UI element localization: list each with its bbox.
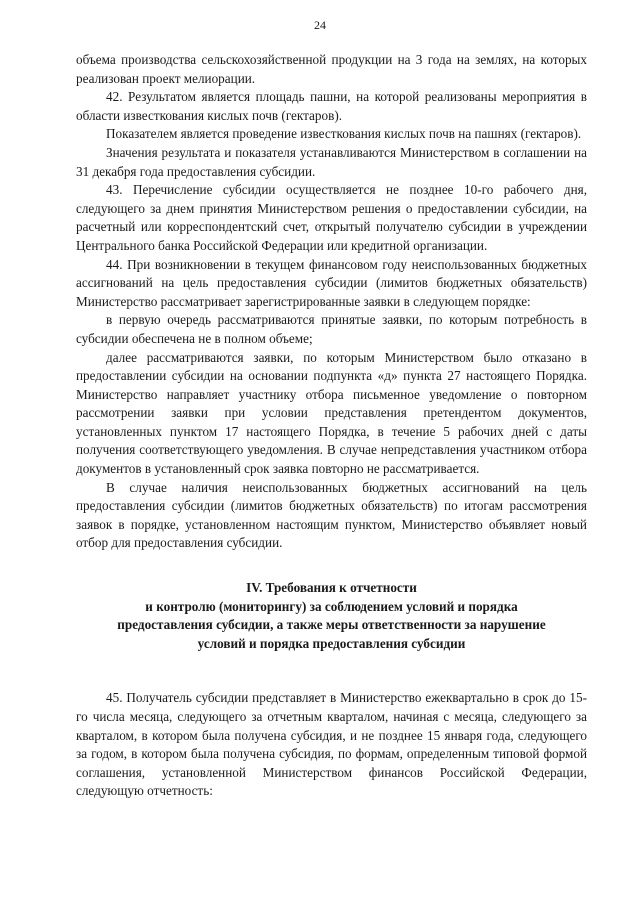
paragraph-continuation: объема производства сельскохозяйственной продукции на 3 года на землях, на которых реализован проект мелиорации.	[76, 52, 587, 86]
paragraph-second-priority: далее рассматриваются заявки, по которым Министерством было отказано в предоставлении субсидии на основании подпункта «д» пункта 27 настоящего Порядка. Министерство направляет участнику отбора письменное уведомление о повторном рассмотрении заявки при условии представления претендентом документов, установленных пунктом 17 настоящего Порядка, в течение 5 рабочих дней с даты получения соответствующего уведомления. В случае непредставления участником отбора документов в установленный срок заявка повторно не рассматривается.	[76, 349, 587, 477]
section-title-line: IV. Требования к отчетности	[246, 580, 417, 596]
paragraph-indicator: Показателем является проведение известкования кислых почв на пашнях (гектаров).	[106, 126, 582, 142]
paragraph-43: 43. Перечисление субсидии осуществляется не позднее 10-го рабочего дня, следующего за днем принятия Министерством решения о предоставлении субсидии, на расчетный или корреспондентский счет, открытый получателю субсидии в учреждении Центрального банка Российской Федерации или кредитной организации.	[76, 182, 587, 253]
paragraph-first-priority: в первую очередь рассматриваются принятые заявки, по которым потребность в субсидии обеспечена не в полном объеме;	[76, 312, 587, 346]
paragraph-new-selection: В случае наличия неиспользованных бюджетных ассигнований на цель предоставления субсидии (лимитов бюджетных обязательств) по итогам рассмотрения заявок в порядке, установленном настоящим пунктом, Министерство объявляет новый отбор для предоставления субсидии.	[76, 479, 587, 551]
document-body	[76, 51, 587, 801]
paragraph-45: 45. Получатель субсидии представляет в Министерство ежеквартально в срок до 15-го числа месяца, следующего за отчетным кварталом, начиная с месяца, следующего за кварталом, в котором была получена субсидия, и не позднее 15 января года, следующего за годом, в котором была получена субсидия, по формам, определенным типовой формой соглашения, установленной Министерством финансов Российской Федерации, следующую отчетность:	[76, 690, 587, 799]
paragraph-44: 44. При возникновении в текущем финансовом году неиспользованных бюджетных ассигнований на цель предоставления субсидии (лимитов бюджетных обязательств) Министерство рассматривает зарегистрированные заявки в следующем порядке:	[76, 256, 587, 309]
section-title-line: и контролю (мониторингу) за соблюдением условий и порядка	[145, 598, 518, 614]
paragraph-42: 42. Результатом является площадь пашни, на которой реализованы мероприятия в области известкования кислых почв (гектаров).	[76, 89, 587, 123]
section-title-line: условий и порядка предоставления субсидии	[197, 635, 466, 651]
page-number: 24	[314, 18, 326, 32]
section-title-line: предоставления субсидии, а также меры ответственности за нарушение	[117, 617, 546, 633]
paragraph-values: Значения результата и показателя устанавливаются Министерством в соглашении на 31 декабря года предоставления субсидии.	[76, 144, 587, 179]
section-heading	[76, 579, 587, 653]
